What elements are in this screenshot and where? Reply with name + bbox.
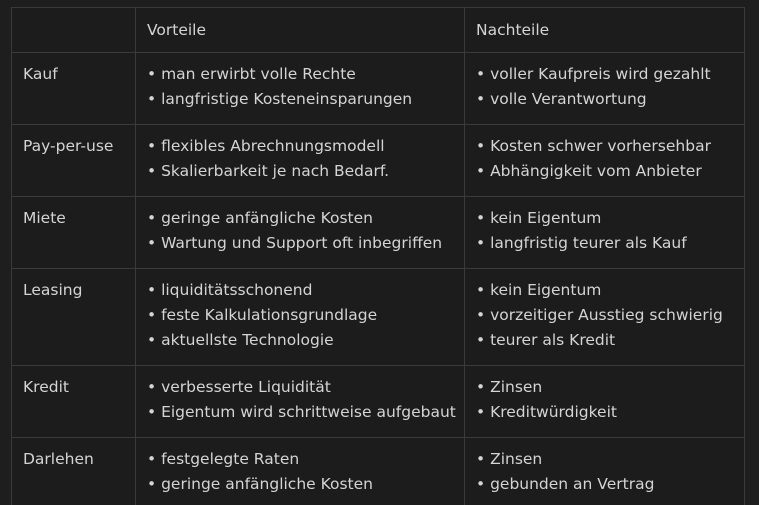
con-item: • teurer als Kredit [476,331,616,349]
cons-cell [465,197,745,269]
table-row-kauf [12,53,745,125]
cons-cell [465,366,745,438]
pros-cell [136,125,465,197]
pro-item: • geringe anfängliche Kosten [147,475,373,493]
pro-item: • langfristige Kosteneinsparungen [147,90,413,108]
cons-cell [465,53,745,125]
table-row-kredit [12,366,745,438]
pro-item: • feste Kalkulationsgrundlage [147,306,378,324]
con-item: • langfristig teurer als Kauf [476,234,687,252]
con-item: • volle Verantwortung [476,90,647,108]
table-row-pay-per-use [12,125,745,197]
cons-cell [465,125,745,197]
cons-cell [465,438,745,505]
con-item: • Abhängigkeit vom Anbieter [476,162,702,180]
con-item: • Kreditwürdigkeit [476,403,617,421]
pro-item: • geringe anfängliche Kosten [147,209,373,227]
header-cell-nachteile: Nachteile [465,8,745,53]
con-item: • Kosten schwer vorhersehbar [476,137,711,155]
table-row-leasing [12,269,745,366]
con-item: • kein Eigentum [476,281,602,299]
pro-item: • Eigentum wird schrittweise aufgebaut [147,403,456,421]
table-row-darlehen [12,438,745,505]
con-item: • voller Kaufpreis wird gezahlt [476,65,711,83]
pro-item: • aktuellste Technologie [147,331,334,349]
pro-item: • festgelegte Raten [147,450,300,468]
comparison-table [11,7,745,505]
pros-cell [136,366,465,438]
row-label: Miete [12,197,136,269]
con-item: • Zinsen [476,378,543,396]
con-item: • kein Eigentum [476,209,602,227]
row-label: Kredit [12,366,136,438]
pros-cell [136,438,465,505]
table-row-miete [12,197,745,269]
con-item: • gebunden an Vertrag [476,475,655,493]
pros-cell [136,197,465,269]
cons-cell [465,269,745,366]
pro-item: • Wartung und Support oft inbegriffen [147,234,443,252]
header-cell-empty [12,8,136,53]
con-item: • Zinsen [476,450,543,468]
pro-item: • man erwirbt volle Rechte [147,65,356,83]
pro-item: • Skalierbarkeit je nach Bedarf. [147,162,390,180]
table-header-row [12,8,745,53]
row-label: Pay-per-use [12,125,136,197]
row-label: Darlehen [12,438,136,505]
header-cell-vorteile: Vorteile [136,8,465,53]
pros-cell [136,53,465,125]
pros-cell [136,269,465,366]
row-label: Kauf [12,53,136,125]
pro-item: • flexibles Abrechnungsmodell [147,137,385,155]
con-item: • vorzeitiger Ausstieg schwierig [476,306,723,324]
pro-item: • liquiditätsschonend [147,281,313,299]
pro-item: • verbesserte Liquidität [147,378,331,396]
row-label: Leasing [12,269,136,366]
